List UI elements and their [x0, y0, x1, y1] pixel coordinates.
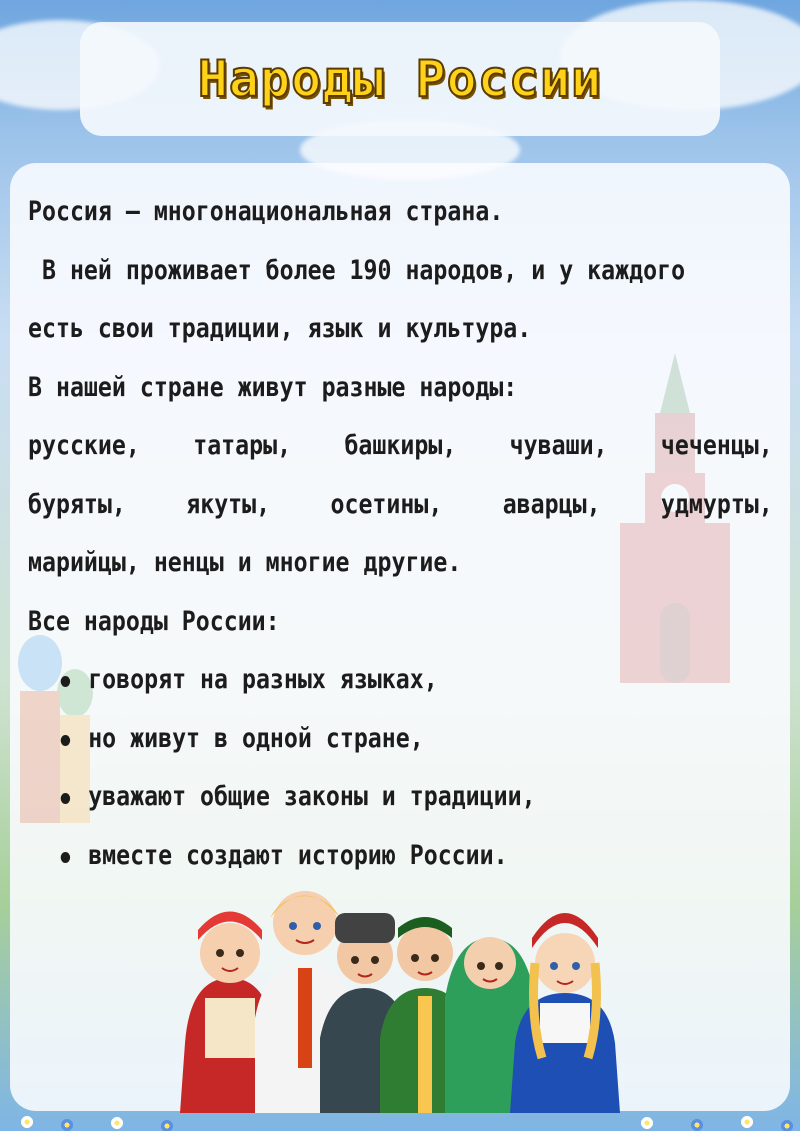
- intro-line: В ней проживает более 190 народов, и у каждого: [28, 254, 686, 286]
- bullet-item: уважают общие законы и традиции,: [88, 768, 773, 827]
- children-in-folk-costumes-illustration: [170, 868, 630, 1113]
- page-title: Народы России: [197, 50, 603, 108]
- peoples-list-line: марийцы, ненцы и многие другие.: [28, 547, 462, 578]
- peoples-list-line: русские, татары, башкиры, чуваши, чеченцы,: [28, 430, 773, 461]
- bullet-item: говорят на разных языках,: [88, 651, 773, 710]
- intro-line: Россия – многонациональная страна.: [28, 196, 504, 227]
- body-text: [28, 183, 773, 885]
- bullet-item: но живут в одной стране,: [88, 710, 773, 769]
- bullet-item: вместе создают историю России.: [88, 827, 773, 886]
- title-card: [80, 22, 720, 136]
- bullets-heading: Все народы России:: [28, 605, 280, 637]
- intro-line: есть свои традиции, язык и культура.: [28, 313, 532, 344]
- bullet-list: [28, 651, 773, 885]
- peoples-list-line: буряты, якуты, осетины, аварцы, удмурты,: [28, 488, 773, 520]
- child-girl-blue-sarafan: [510, 913, 620, 1113]
- intro-line: В нашей стране живут разные народы:: [28, 371, 518, 403]
